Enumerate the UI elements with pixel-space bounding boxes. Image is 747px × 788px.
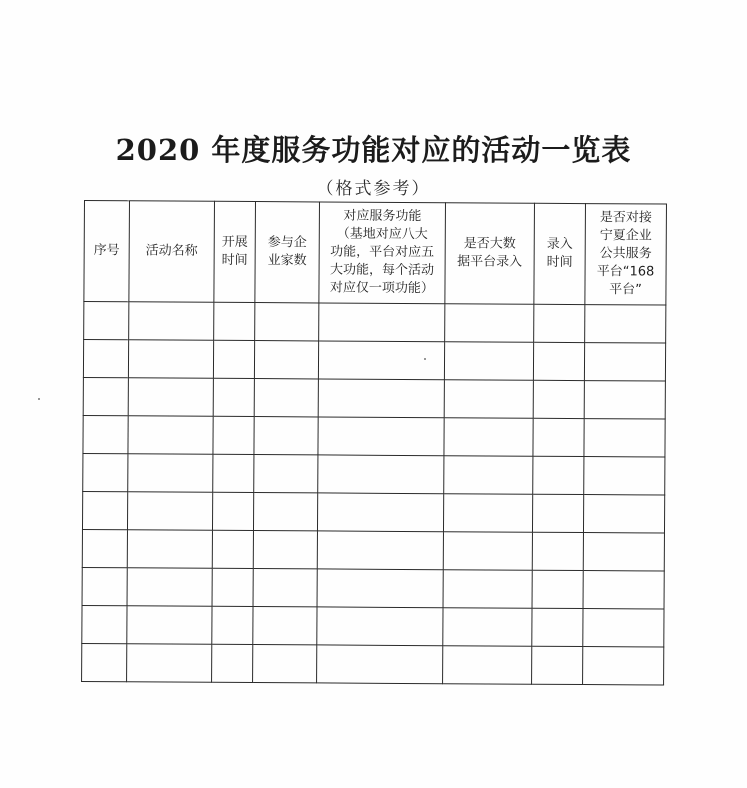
table-cell (213, 454, 254, 492)
table-row (82, 491, 664, 533)
table-cell (584, 381, 665, 419)
header-bigdata-entry-label: 是否大数 据平台录入 (457, 236, 523, 270)
table-cell (127, 644, 212, 683)
header-cell-serial (84, 201, 130, 302)
table-cell (533, 342, 584, 380)
table-cell (254, 379, 318, 417)
table-cell (444, 456, 533, 495)
table-cell (254, 455, 318, 493)
table-cell (82, 643, 127, 681)
table-cell (83, 453, 128, 491)
table-cell (319, 303, 445, 342)
table-cell (533, 418, 584, 456)
table-row (82, 567, 664, 609)
header-cell-service-function (319, 202, 446, 304)
table-row (83, 415, 665, 457)
table-row (83, 340, 665, 382)
activity-table-container (81, 200, 666, 686)
table-cell (212, 606, 253, 644)
table-cell (212, 568, 253, 606)
table-cell (82, 567, 127, 605)
table-body (82, 302, 666, 686)
table-cell (534, 304, 585, 342)
table-cell (532, 570, 583, 608)
table-cell (255, 303, 319, 341)
table-cell (443, 570, 532, 609)
table-cell (127, 606, 212, 645)
document-subtitle: （格式参考） (316, 179, 431, 199)
table-cell (127, 568, 212, 607)
header-cell-entry-time (534, 203, 586, 304)
table-cell (254, 341, 318, 379)
table-cell (444, 342, 533, 381)
table-cell (253, 607, 317, 645)
header-entry-time-label: 录入 时间 (546, 236, 573, 270)
table-cell (317, 531, 443, 570)
table-cell (82, 491, 127, 529)
table-cell (584, 419, 665, 457)
table-cell (128, 378, 213, 417)
table-cell (83, 415, 128, 453)
table-cell (127, 492, 212, 531)
header-cell-bigdata-entry (445, 203, 535, 305)
table-row (82, 643, 664, 685)
header-cell-enterprise-count (255, 202, 320, 303)
table-cell (212, 492, 253, 530)
table-cell (583, 609, 664, 647)
table-cell (82, 605, 127, 643)
table-cell (83, 340, 128, 378)
table-cell (84, 302, 129, 340)
table-cell (318, 341, 444, 380)
header-cell-platform-168 (585, 204, 667, 305)
activity-table (81, 200, 667, 686)
table-cell (318, 455, 444, 494)
table-cell (213, 340, 254, 378)
table-cell (444, 418, 533, 457)
header-service-function-label: 对应服务功能 （基地对应八大 功能，平台对应五 大功能，每个活动 对应仅一项功能） (329, 208, 435, 297)
table-cell (253, 531, 317, 569)
table-cell (212, 644, 253, 682)
table-cell (584, 343, 665, 381)
table-cell (212, 530, 253, 568)
table-cell (83, 377, 128, 415)
table-cell (583, 647, 664, 685)
table-row (83, 453, 665, 495)
table-cell (445, 304, 534, 343)
table-cell (128, 454, 213, 493)
table-cell (82, 529, 127, 567)
table-cell (583, 571, 664, 609)
table-cell (532, 608, 583, 646)
table-cell (317, 607, 443, 646)
table-cell (584, 457, 665, 495)
table-cell (443, 494, 532, 533)
table-cell (318, 379, 444, 418)
table-row (84, 302, 666, 344)
table-cell (585, 305, 666, 343)
scan-speck (424, 358, 426, 360)
header-platform-168-label: 是否对接 宁夏企业 公共服务 平台“168 平台” (596, 210, 655, 298)
table-cell (443, 646, 532, 685)
table-cell (317, 569, 443, 608)
header-serial-label: 序号 (93, 243, 120, 259)
table-cell (583, 533, 664, 571)
table-row (82, 605, 664, 647)
table-cell (583, 495, 664, 533)
header-time-label: 开展 时间 (221, 234, 248, 269)
table-cell (253, 645, 317, 683)
table-cell (318, 417, 444, 456)
table-cell (532, 646, 583, 684)
table-cell (253, 493, 317, 531)
table-cell (317, 645, 443, 684)
table-cell (253, 569, 317, 607)
scan-speck (38, 398, 40, 400)
table-cell (214, 302, 255, 340)
table-row (82, 529, 664, 571)
table-cell (532, 494, 583, 532)
table-cell (443, 608, 532, 647)
table-cell (213, 378, 254, 416)
table-cell (213, 416, 254, 454)
table-cell (444, 380, 533, 419)
header-activity-name-label: 活动名称 (145, 243, 198, 259)
table-cell (129, 302, 214, 341)
table-row (83, 377, 665, 419)
table-cell (128, 416, 213, 455)
header-cell-activity-name (129, 201, 215, 303)
table-cell (128, 340, 213, 379)
table-header-row (84, 201, 667, 306)
document-title: 2020 年度服务功能对应的活动一览表 (115, 133, 632, 167)
header-enterprise-count-label: 参与企 业家数 (267, 235, 307, 269)
table-cell (533, 456, 584, 494)
table-cell (127, 530, 212, 569)
table-cell (532, 532, 583, 570)
table-cell (254, 417, 318, 455)
table-cell (317, 493, 443, 532)
table-cell (443, 532, 532, 571)
table-cell (533, 380, 584, 418)
header-cell-time (214, 201, 256, 302)
